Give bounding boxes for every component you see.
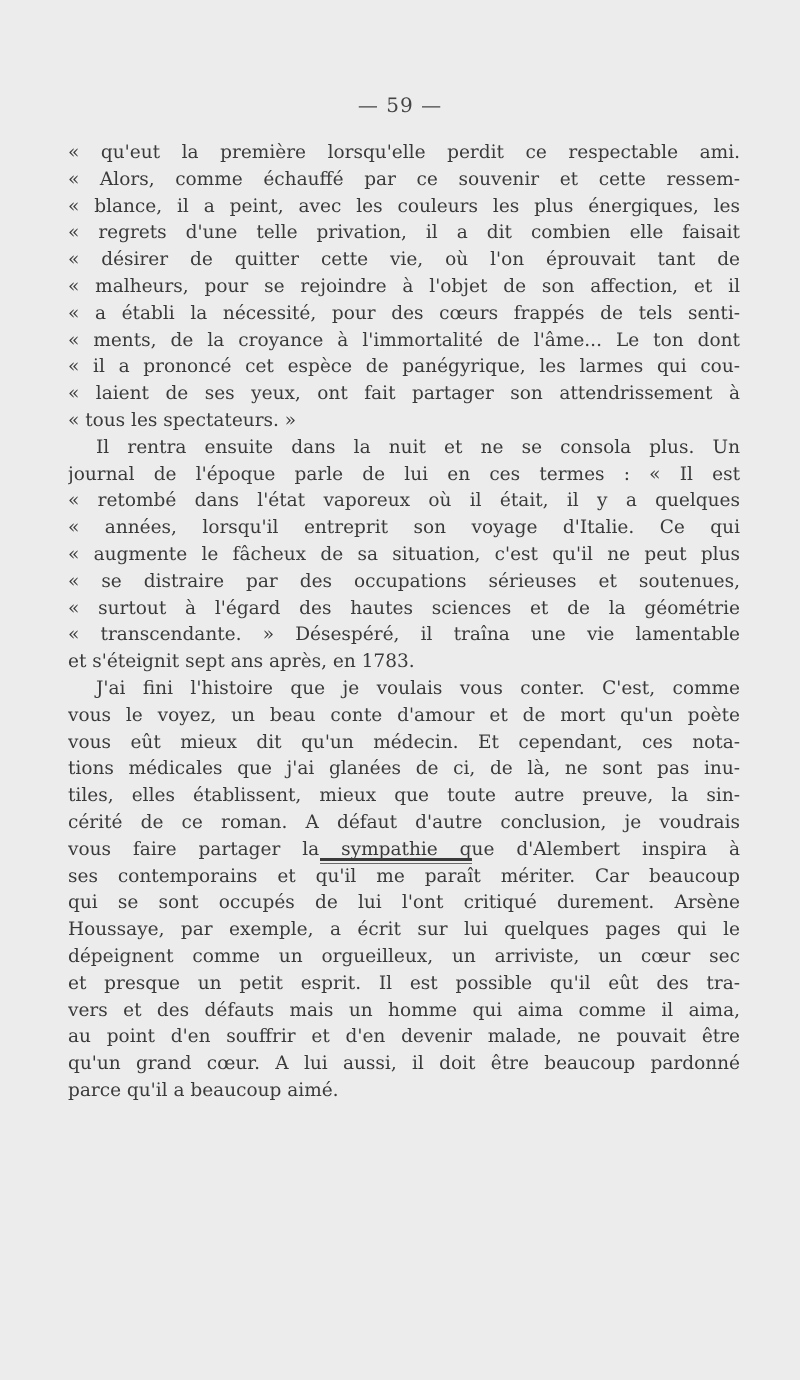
text-line: « a établi la nécessité, pour des cœurs frappés de tels senti- xyxy=(68,302,740,324)
text-line: « augmente le fâcheux de sa situation, c'est qu'il ne peut plus xyxy=(68,543,740,565)
text-line: et s'éteignit sept ans après, en 1783. xyxy=(68,651,415,673)
text-line: vers et des défauts mais un homme qui aima comme il aima, xyxy=(68,999,740,1021)
text-line: tiles, elles établissent, mieux que toute autre preuve, la sin- xyxy=(68,785,740,807)
text-line: vous eût mieux dit qu'un médecin. Et cependant, ces nota- xyxy=(68,731,740,753)
text-line: journal de l'époque parle de lui en ces termes : « Il est xyxy=(68,463,740,485)
text-line: « laient de ses yeux, ont fait partager son attendrissement à xyxy=(68,383,740,405)
text-line: « retombé dans l'état vaporeux où il était, il y a quelques xyxy=(68,490,740,512)
text-line: « qu'eut la première lorsqu'elle perdit ce respectable ami. xyxy=(68,142,740,163)
text-line: « désirer de quitter cette vie, où l'on éprouvait tant de xyxy=(68,249,740,271)
text-line: « surtout à l'égard des hautes sciences et de la géométrie xyxy=(68,597,740,619)
text-line: qu'un grand cœur. A lui aussi, il doit être beaucoup pardonné xyxy=(68,1053,740,1075)
text-line: « malheurs, pour se rejoindre à l'objet de son affection, et il xyxy=(68,275,740,297)
text-line: qui se sont occupés de lui l'ont critiqué durement. Arsène xyxy=(68,892,740,914)
text-line: au point d'en souffrir et d'en devenir malade, ne pouvait être xyxy=(68,1026,740,1048)
text-line: « ments, de la croyance à l'immortalité de l'âme... Le ton dont xyxy=(68,329,740,351)
text-line: « Alors, comme échauffé par ce souvenir et cette ressem- xyxy=(68,168,740,190)
text-line: cérité de ce roman. A défaut d'autre conclusion, je voudrais xyxy=(68,811,740,833)
page-number: — 59 — xyxy=(357,93,443,117)
text-line: Houssaye, par exemple, a écrit sur lui quelques pages qui le xyxy=(68,919,740,941)
text-line: parce qu'il a beaucoup aimé. xyxy=(68,1079,339,1101)
body-text xyxy=(68,140,740,1105)
paragraph-start: Il rentra ensuite dans la nuit et ne se consola plus. Un xyxy=(96,436,740,458)
text-line: dépeignent comme un orgueilleux, un arriviste, un cœur sec xyxy=(68,945,740,967)
text-line: et presque un petit esprit. Il est possible qu'il eût des tra- xyxy=(68,972,740,994)
text-line: vous faire partager la sympathie que d'Alembert inspira à xyxy=(68,838,740,860)
section-divider-thin xyxy=(320,863,472,864)
text-line: « regrets d'une telle privation, il a dit combien elle faisait xyxy=(68,222,740,244)
text-line: « se distraire par des occupations sérieuses et soutenues, xyxy=(68,570,740,592)
text-line: vous le voyez, un beau conte d'amour et de mort qu'un poète xyxy=(68,704,740,726)
text-line: « transcendante. » Désespéré, il traîna une vie lamentable xyxy=(68,624,740,646)
text-line: tions médicales que j'ai glanées de ci, de là, ne sont pas inu- xyxy=(68,758,740,780)
text-line: « il a prononcé cet espèce de panégyrique, les larmes qui cou- xyxy=(68,356,740,378)
text-line: ses contemporains et qu'il me paraît mériter. Car beaucoup xyxy=(68,865,740,887)
text-line: « tous les spectateurs. » xyxy=(68,409,297,431)
text-line: « années, lorsqu'il entreprit son voyage d'Italie. Ce qui xyxy=(68,517,740,539)
paragraph-start: J'ai fini l'histoire que je voulais vous conter. C'est, comme xyxy=(96,677,740,699)
text-line: « blance, il a peint, avec les couleurs les plus énergiques, les xyxy=(68,195,740,217)
section-divider xyxy=(320,858,472,861)
